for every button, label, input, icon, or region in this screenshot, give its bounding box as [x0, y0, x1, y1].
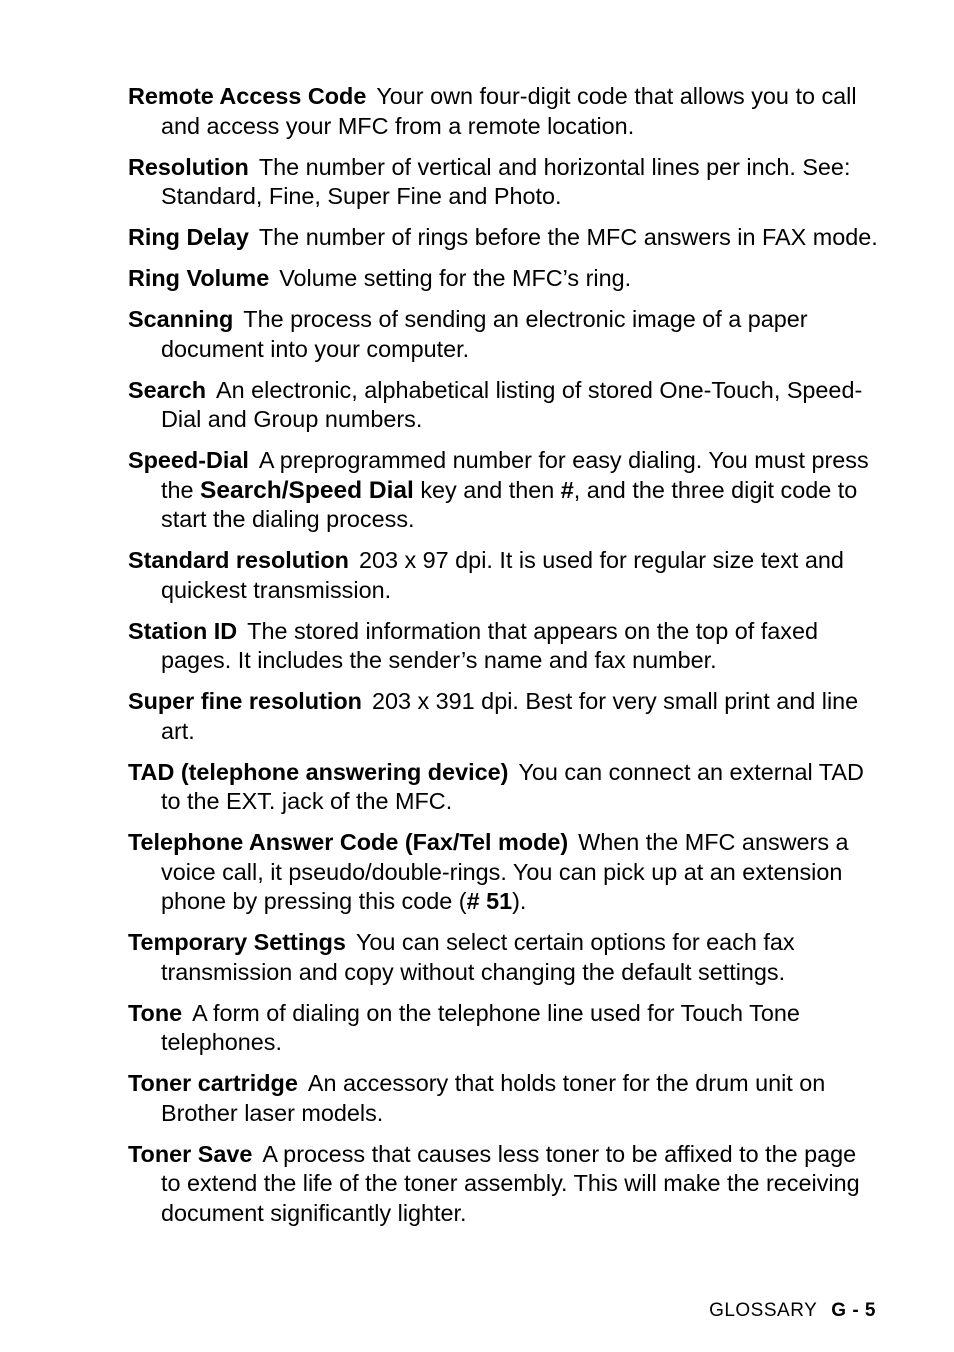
glossary-definition-part: , and the three digit code to start the dialing process. [161, 476, 858, 532]
glossary-entry-telephone-answer-code [128, 828, 878, 917]
glossary-term: Toner cartridge [128, 1070, 298, 1096]
hash-key-label: # [560, 476, 574, 503]
glossary-term: Standard resolution [128, 547, 349, 573]
glossary-definition: A process that causes less toner to be affixed to the page to extend the life of the toner assembly. This will make the receiving document significantly lighter. [161, 1140, 860, 1226]
glossary-definition: An accessory that holds toner for the drum unit on Brother laser models. [161, 1070, 826, 1126]
glossary-definition: You can connect an external TAD to the EXT. jack of the MFC. [161, 758, 864, 814]
glossary-entry-ring-volume [128, 264, 878, 294]
glossary-entry-remote-access-code [128, 82, 878, 141]
glossary-term: Telephone Answer Code (Fax/Tel mode) [128, 829, 569, 855]
glossary-definition: The process of sending an electronic image of a paper document into your computer. [161, 306, 808, 362]
glossary-entry-ring-delay [128, 223, 878, 253]
glossary-entry-tad [128, 758, 878, 817]
glossary-definition: The number of rings before the MFC answers in FAX mode. [258, 224, 878, 250]
glossary-definition-part: A preprogrammed number for easy dialing. You must press the [161, 447, 869, 503]
search-speed-dial-key-label: Search/Speed Dial [200, 476, 414, 504]
glossary-term: Speed-Dial [128, 447, 249, 473]
glossary-term: Scanning [128, 306, 234, 332]
glossary-term: Remote Access Code [128, 83, 367, 109]
glossary-definition: 203 x 97 dpi. It is used for regular size text and quickest transmission. [161, 547, 844, 603]
answer-code-label: # 51 [466, 888, 513, 914]
page-footer [709, 1300, 876, 1322]
footer-section-label: GLOSSARY [709, 1300, 818, 1321]
glossary-definition-part: ). [512, 888, 527, 914]
glossary-entry-scanning [128, 305, 878, 364]
glossary-entry-standard-resolution [128, 546, 878, 605]
glossary-term: Temporary Settings [128, 929, 346, 955]
glossary-definition: Your own four-digit code that allows you to call and access your MFC from a remote location. [161, 83, 857, 139]
glossary-entry-toner-cartridge [128, 1069, 878, 1128]
glossary-term: Tone [128, 999, 183, 1026]
glossary-entry-toner-save [128, 1140, 878, 1229]
glossary-definition: A form of dialing on the telephone line used for Touch Tone telephones. [161, 999, 800, 1055]
glossary-definition-part: key and then [420, 476, 555, 503]
glossary-term: Super fine resolution [128, 688, 362, 714]
glossary-entry-search [128, 376, 878, 435]
glossary-term: Ring Delay [128, 224, 249, 250]
glossary-entries [128, 82, 878, 1240]
glossary-definition: The stored information that appears on the top of faxed pages. It includes the sender’s name and fax number. [161, 617, 818, 673]
glossary-entry-temporary-settings [128, 928, 878, 987]
glossary-term: Toner Save [128, 1140, 253, 1167]
glossary-entry-super-fine-resolution [128, 687, 878, 746]
glossary-term: Ring Volume [128, 265, 270, 291]
glossary-term: TAD (telephone answering device) [128, 758, 509, 785]
glossary-definition: 203 x 391 dpi. Best for very small print and line art. [161, 688, 859, 744]
glossary-definition-part: When the MFC answers a voice call, it pseudo/double-rings. You can pick up at an extension phone by pressing this code ( [161, 829, 849, 914]
glossary-entry-tone [128, 999, 878, 1058]
glossary-definition: You can select certain options for each fax transmission and copy without changing the default settings. [161, 929, 795, 985]
glossary-term: Station ID [128, 617, 238, 644]
glossary-definition: The number of vertical and horizontal lines per inch. See: Standard, Fine, Super Fine and Photo. [161, 153, 851, 209]
glossary-definition: Volume setting for the MFC’s ring. [279, 265, 632, 291]
glossary-entry-speed-dial [128, 446, 878, 535]
glossary-definition: An electronic, alphabetical listing of stored One-Touch, Speed-Dial and Group numbers. [161, 376, 863, 432]
glossary-entry-resolution [128, 153, 878, 212]
glossary-term: Resolution [128, 153, 249, 180]
glossary-term: Search [128, 376, 207, 403]
page-number: G - 5 [831, 1300, 876, 1321]
glossary-entry-station-id [128, 617, 878, 676]
